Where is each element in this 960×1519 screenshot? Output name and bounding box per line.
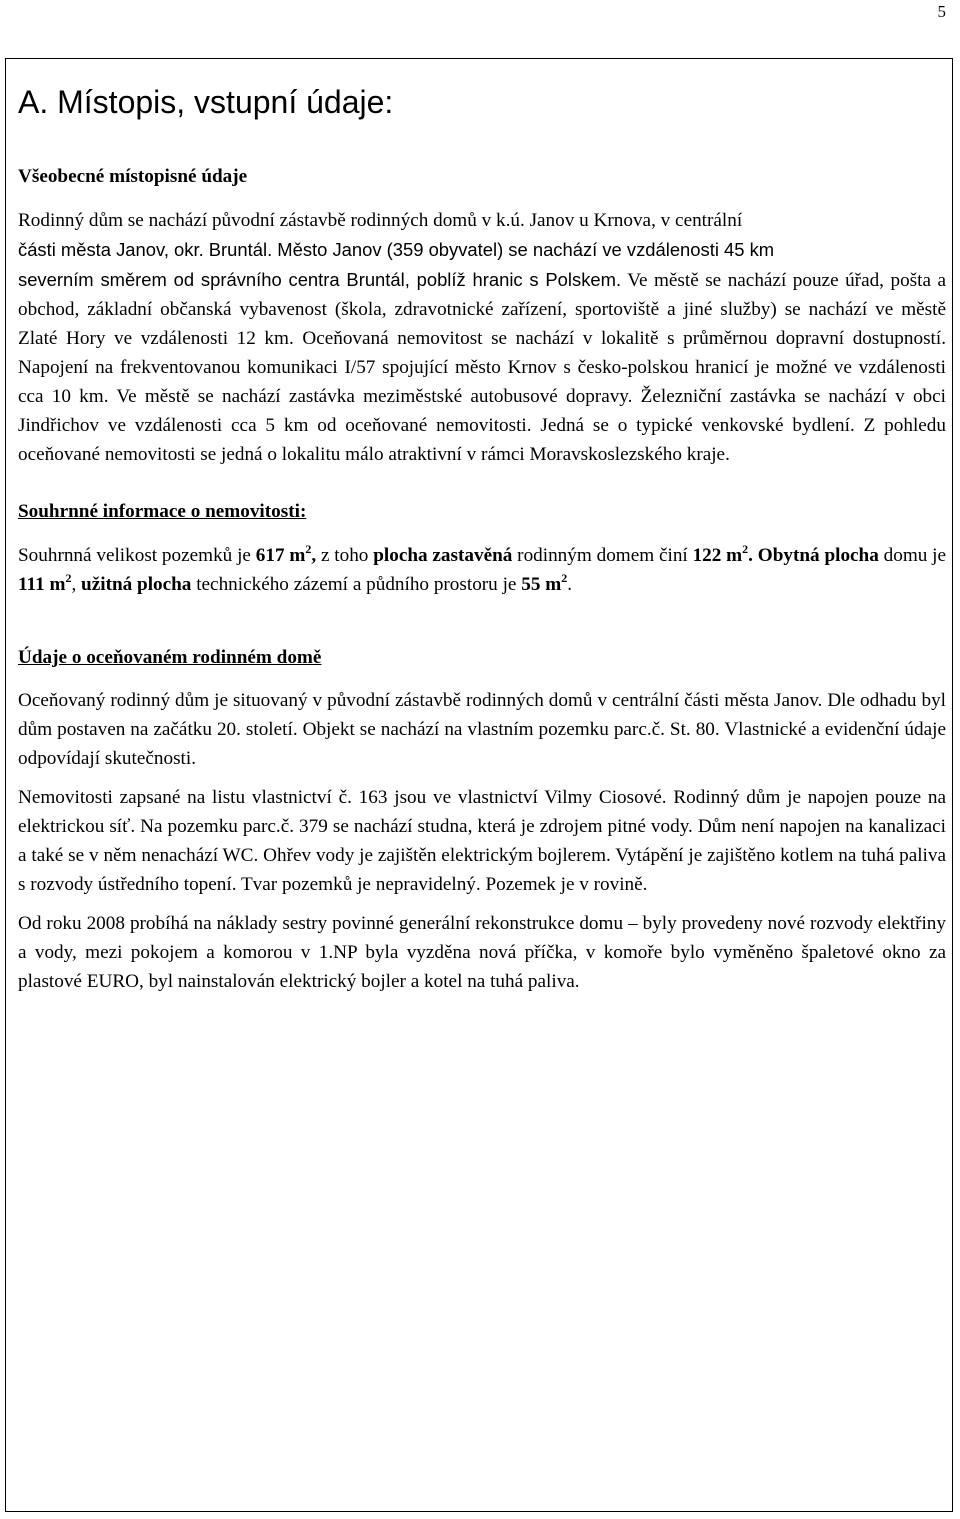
summary-built-label: plocha zastavěná: [373, 545, 513, 566]
summary-text: domu je: [878, 545, 947, 566]
summary-text: technického zázemí a půdního prostoru je: [191, 574, 522, 595]
summary-living-area: 111 m: [18, 574, 66, 595]
general-line-2: části města Janov, okr. Bruntál. Město Janov (359 obyvatel) se nachází ve vzdálenosti 45 km: [18, 239, 775, 260]
house-paragraph-3: Od roku 2008 probíhá na náklady sestry povinné generální rekonstrukce domu – byly provedeny nové rozvody elektřiny a vody, mezi pokojem a komorou v 1.NP byla vyzděna nová příčka, v komoře bylo vyměněno špaletové okno za plastové EURO, byl nainstalován elektrický bojler a kotel na tuhá paliva.: [18, 913, 946, 992]
general-heading: Všeobecné místopisné údaje: [18, 166, 248, 187]
house-heading: Údaje o oceňovaném rodinném domě: [18, 647, 322, 668]
house-paragraph-2: Nemovitosti zapsané na listu vlastnictví č. 163 jsou ve vlastnictví Vilmy Ciosové. Rodinný dům je napojen pouze na elektrickou síť. Na pozemku parc.č. 379 se nachází studna, která je zdrojem pitné vody. Dům není napojen na kanalizaci a také se v něm nenachází WC. Ohřev vody je zajištěn elektrickým bojlerem. Vytápění je zajištěno kotlem na tuhá paliva s rozvody ústředního topení. Tvar pozemků je nepravidelný. Pozemek je v rovině.: [18, 787, 946, 895]
house-paragraph-1: Oceňovaný rodinný dům je situovaný v původní zástavbě rodinných domů v centrální části města Janov. Dle odhadu byl dům postaven na začátku 20. století. Objekt se nachází na vlastním pozemku parc.č. St. 80. Vlastnické a evidenční údaje odpovídají skutečnosti.: [18, 690, 946, 769]
summary-text: rodinným domem činí: [512, 545, 693, 566]
summary-paragraph: [18, 541, 946, 599]
document-body: [18, 78, 946, 996]
general-rest: Ve městě se nachází pouze úřad, pošta a obchod, základní občanská vybavenost (škola, zdravotnické zařízení, sportoviště a jiné služby) se nachází ve městě Zlaté Hory ve vzdálenosti 12 km. Oceňovaná nemovitost se nachází v lokalitě s průměrnou dopravní dostupností. Napojení na frekventovanou komunikaci I/57 spojující město Krnov s česko-polskou hranicí je možné ve vzdálenosti cca 10 km. Ve městě se nachází zastávka meziměstské autobusové dopravy. Železniční zastávka se nachází v obci Jindřichov ve vzdálenosti cca 5 km od oceňované nemovitosti. Jedná se o typické venkovské bydlení. Z pohledu oceňované nemovitosti se jedná o lokalitu málo atraktivní v rámci Moravskoslezského kraje.: [18, 270, 946, 465]
summary-sup: 2: [742, 542, 749, 556]
section-title: A. Místopis, vstupní údaje:: [18, 84, 394, 120]
summary-text: ,: [311, 545, 317, 566]
summary-sup: 2: [65, 571, 72, 585]
summary-usable-area: 55 m: [521, 574, 562, 595]
summary-text: ,: [71, 574, 82, 595]
summary-built-area: 122 m: [692, 545, 743, 566]
general-line-1: Rodinný dům se nachází původní zástavbě rodinných domů v k.ú. Janov u Krnova, v centrální: [18, 210, 743, 231]
summary-heading: Souhrnné informace o nemovitosti:: [18, 501, 307, 522]
summary-text: .: [748, 545, 758, 566]
summary-sup: 2: [305, 542, 312, 556]
summary-sup: 2: [561, 571, 568, 585]
summary-text: z toho: [316, 545, 374, 566]
summary-text: Souhrnná velikost pozemků je: [18, 545, 256, 566]
summary-total-area: 617 m: [255, 545, 306, 566]
page-number: 5: [937, 2, 946, 21]
summary-living-label: Obytná plocha: [757, 545, 879, 566]
general-paragraph: [18, 206, 946, 469]
summary-text: .: [567, 574, 572, 595]
summary-usable-label: užitná plocha: [81, 574, 192, 595]
general-line-3: severním směrem od správního centra Bruntál, poblíž hranic s Polskem.: [18, 269, 622, 290]
